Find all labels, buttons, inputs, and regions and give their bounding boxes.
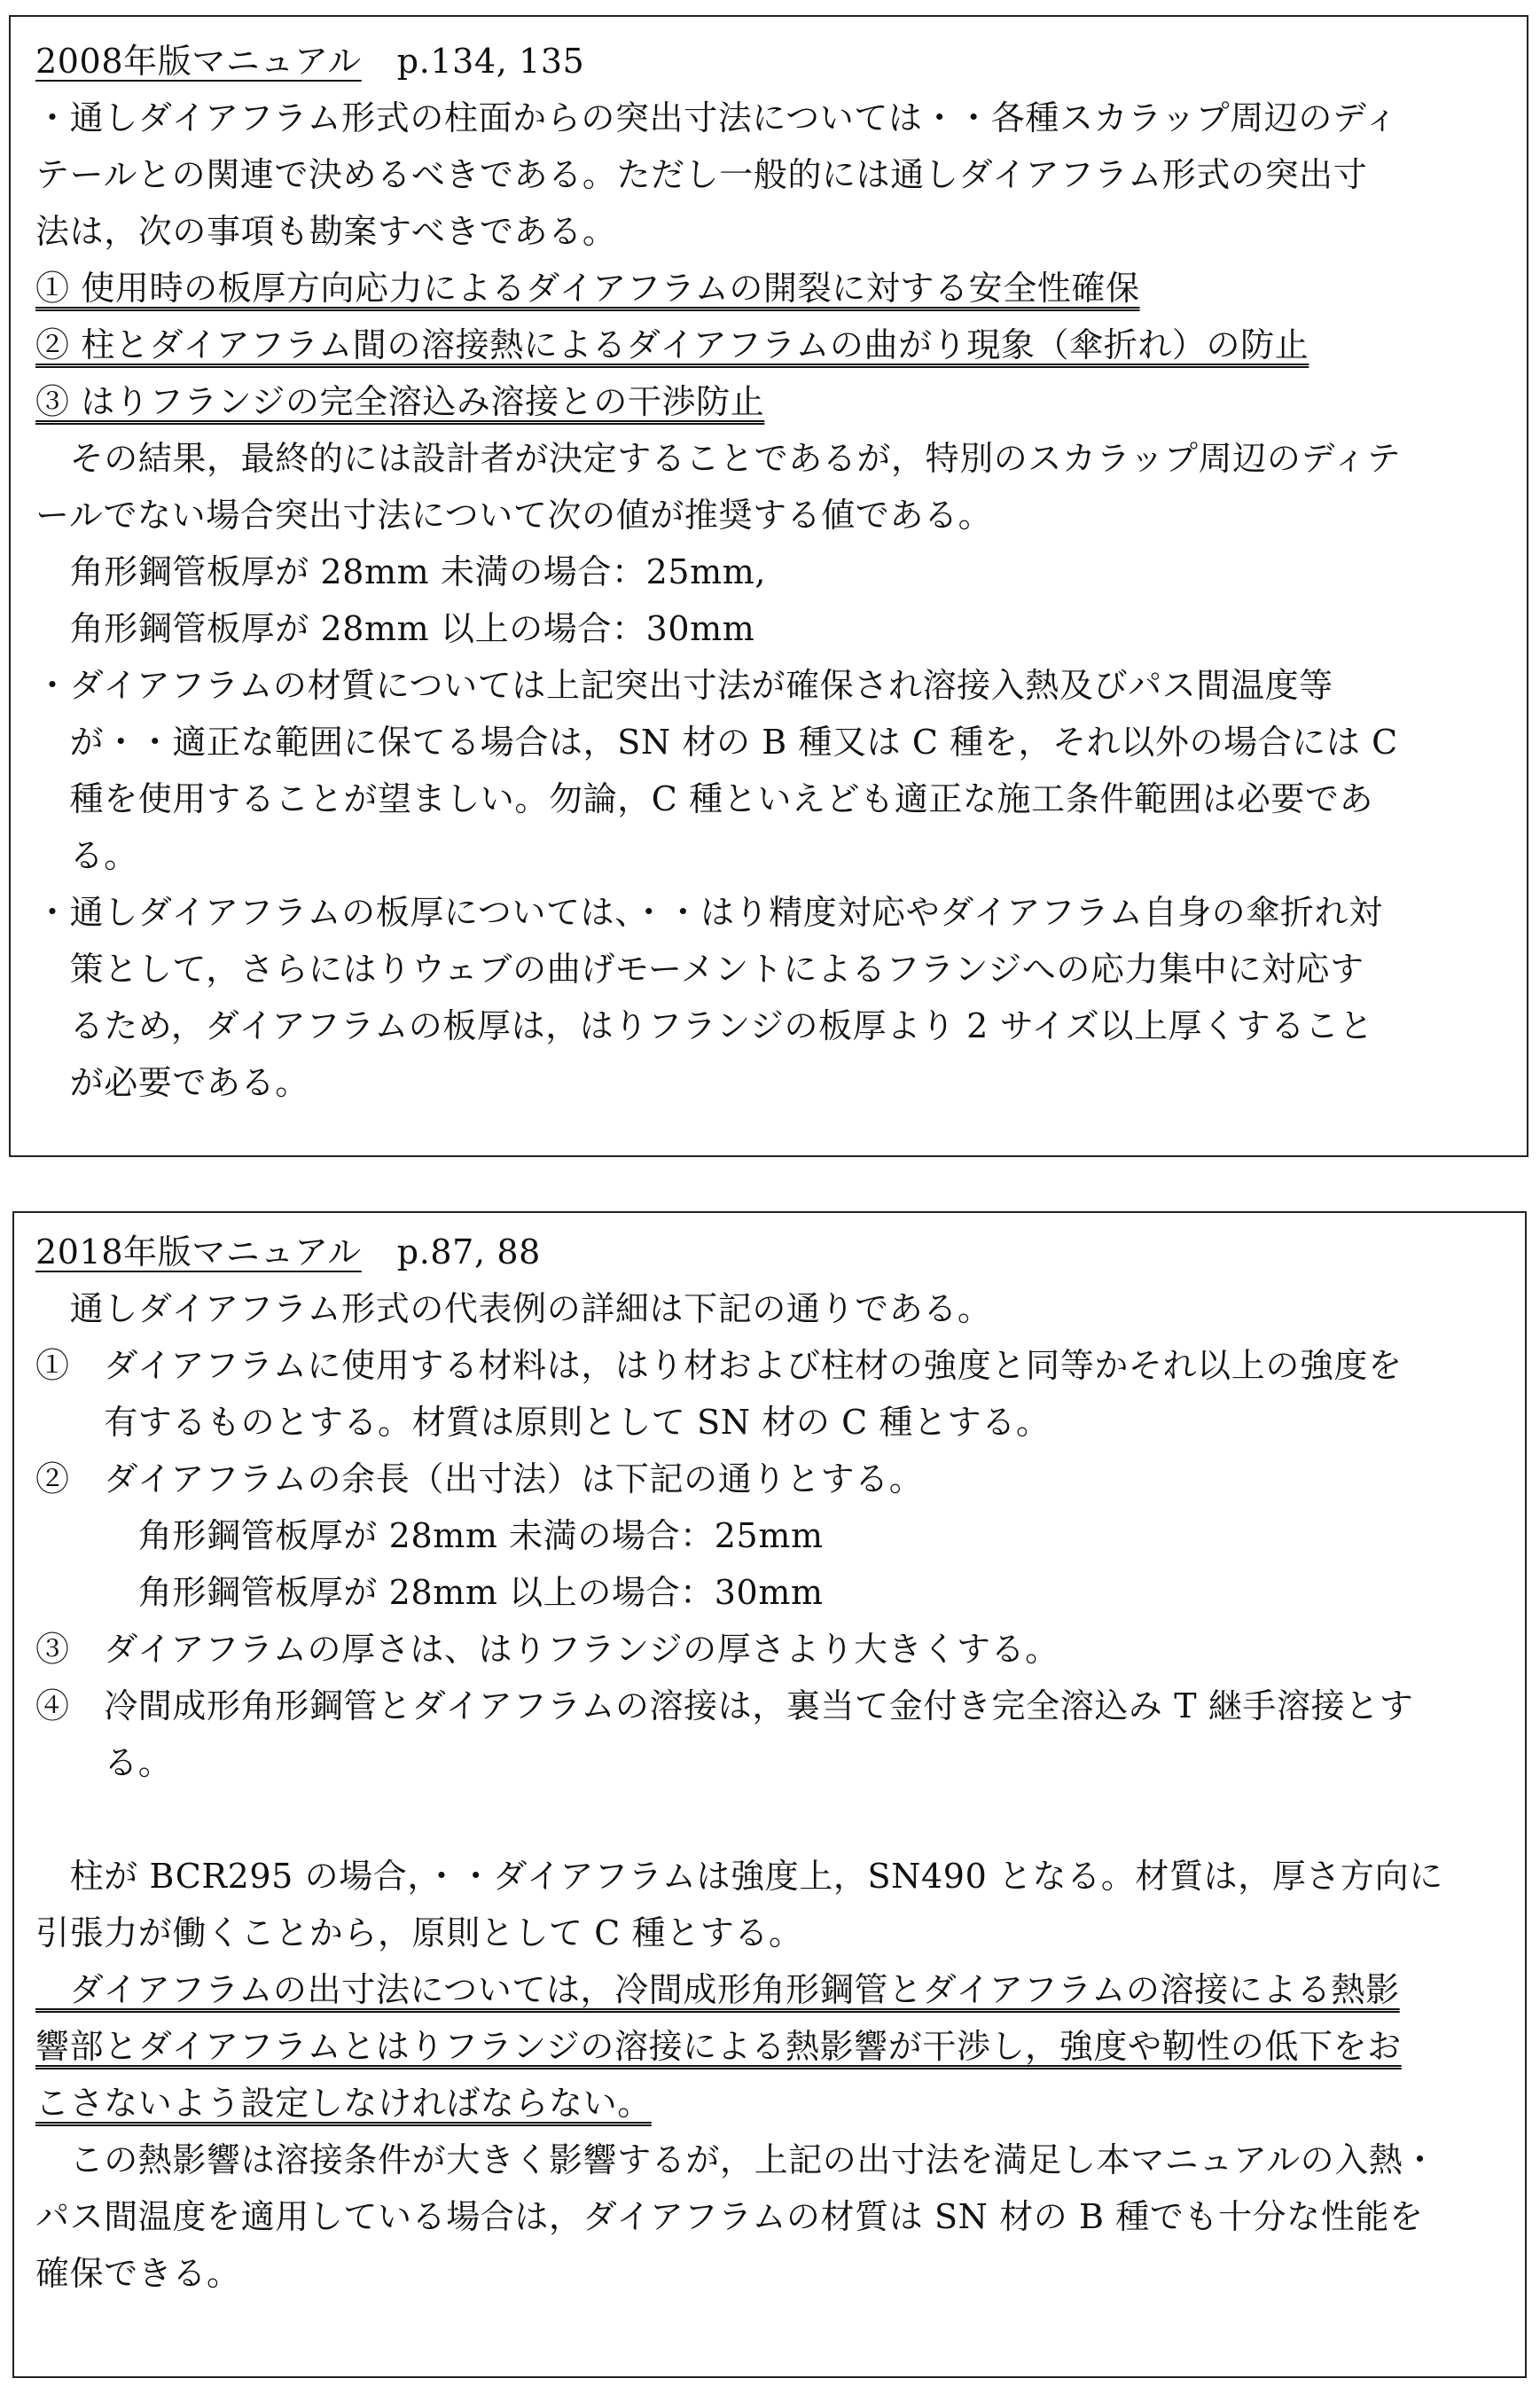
- text-line: 角形鋼管板厚が 28mm 以上の場合：30mm: [35, 1573, 824, 1612]
- text-line: ② ダイアフラムの余長（出寸法）は下記の通りとする。: [35, 1459, 924, 1498]
- text-line-underlined: 響部とダイアフラムとはりフランジの溶接による熱影響が干渉し，強度や靭性の低下をお: [35, 2027, 1402, 2066]
- text-line: ③ ダイアフラムの厚さは、はりフランジの厚さより大きくする。: [35, 1630, 1059, 1669]
- text-line: 角形鋼管板厚が 28mm 未満の場合：25mm: [35, 1516, 824, 1555]
- text-line: ④ 冷間成形角形鋼管とダイアフラムの溶接は，裏当て金付き完全溶込み T 継手溶接とす: [35, 1686, 1414, 1725]
- blank-line: [35, 1791, 1504, 1848]
- text-line: 柱が BCR295 の場合，・・ダイアフラムは強度上，SN490 となる。材質は，厚さ方向に: [35, 1857, 1443, 1896]
- manual-title: 2018年版マニュアル: [35, 1232, 362, 1271]
- text-line: 角形鋼管板厚が 28mm 以上の場合：30mm: [35, 609, 755, 648]
- text-line: が必要である。: [35, 1063, 309, 1102]
- text-line: 策として，さらにはりウェブの曲げモーメントによるフランジへの応力集中に対応す: [35, 950, 1364, 989]
- text-line: 引張力が働くことから，原則として C 種とする。: [35, 1913, 803, 1952]
- text-line: テールとの関連で決めるべきである。ただし一般的には通しダイアフラム形式の突出寸: [35, 155, 1368, 194]
- text-line-underlined: こさないよう設定しなければならない。: [35, 2084, 652, 2123]
- manual-2008-box: [9, 15, 1528, 1157]
- text-line: この熱影響は溶接条件が大きく影響するが，上記の出寸法を満足し本マニュアルの入熱・: [35, 2140, 1438, 2179]
- text-line-underlined: ダイアフラムの出寸法については，冷間成形角形鋼管とダイアフラムの溶接による熱影: [35, 1970, 1400, 2009]
- text-line: ・通しダイアフラムの板厚については、・・はり精度対応やダイアフラム自身の傘折れ対: [35, 893, 1383, 932]
- text-line: その結果，最終的には設計者が決定することであるが，特別のスカラップ周辺のディテ: [35, 439, 1402, 478]
- text-line: 角形鋼管板厚が 28mm 未満の場合：25mm,: [35, 552, 767, 591]
- text-line-underlined: ③ はりフランジの完全溶込み溶接との干渉防止: [35, 382, 765, 421]
- manual-heading: [35, 1224, 1504, 1280]
- text-line: る。: [35, 836, 138, 875]
- page-reference: p.134, 135: [396, 42, 585, 81]
- text-line: る。: [35, 1743, 173, 1782]
- text-line: 種を使用することが望ましい。勿論，C 種といえども適正な施工条件範囲は必要であ: [35, 779, 1374, 818]
- text-line: 確保できる。: [35, 2254, 241, 2293]
- text-line: 有するものとする。材質は原則として SN 材の C 種とする。: [35, 1403, 1051, 1442]
- text-line: ・通しダイアフラム形式の柱面からの突出寸法については・・各種スカラップ周辺のディ: [35, 98, 1399, 137]
- manual-2018-box: [12, 1211, 1527, 2378]
- text-line: ールでない場合突出寸法について次の値が推奨する値である。: [35, 496, 993, 535]
- text-line: が・・適正な範囲に保てる場合は，SN 材の B 種又は C 種を，それ以外の場合には C: [35, 723, 1398, 762]
- page-reference: p.87, 88: [396, 1232, 541, 1271]
- text-line: 法は，次の事項も勘案すべきである。: [35, 212, 617, 251]
- manual-heading: [35, 33, 1502, 90]
- text-line: 通しダイアフラム形式の代表例の詳細は下記の通りである。: [35, 1289, 992, 1328]
- text-line: ① ダイアフラムに使用する材料は，はり材および柱材の強度と同等かそれ以上の強度を: [35, 1346, 1403, 1385]
- text-line: るため，ダイアフラムの板厚は，はりフランジの板厚より 2 サイズ以上厚くすること: [35, 1006, 1374, 1045]
- text-line-underlined: ① 使用時の板厚方向応力によるダイアフラムの開裂に対する安全性確保: [35, 269, 1140, 308]
- manual-title: 2008年版マニュアル: [35, 42, 362, 81]
- text-line: ・ダイアフラムの材質については上記突出寸法が確保され溶接入熱及びパス間温度等: [35, 666, 1333, 705]
- text-line-underlined: ② 柱とダイアフラム間の溶接熱によるダイアフラムの曲がり現象（傘折れ）の防止: [35, 325, 1309, 364]
- text-line: パス間温度を適用している場合は，ダイアフラムの材質は SN 材の B 種でも十分な性能を: [35, 2197, 1424, 2236]
